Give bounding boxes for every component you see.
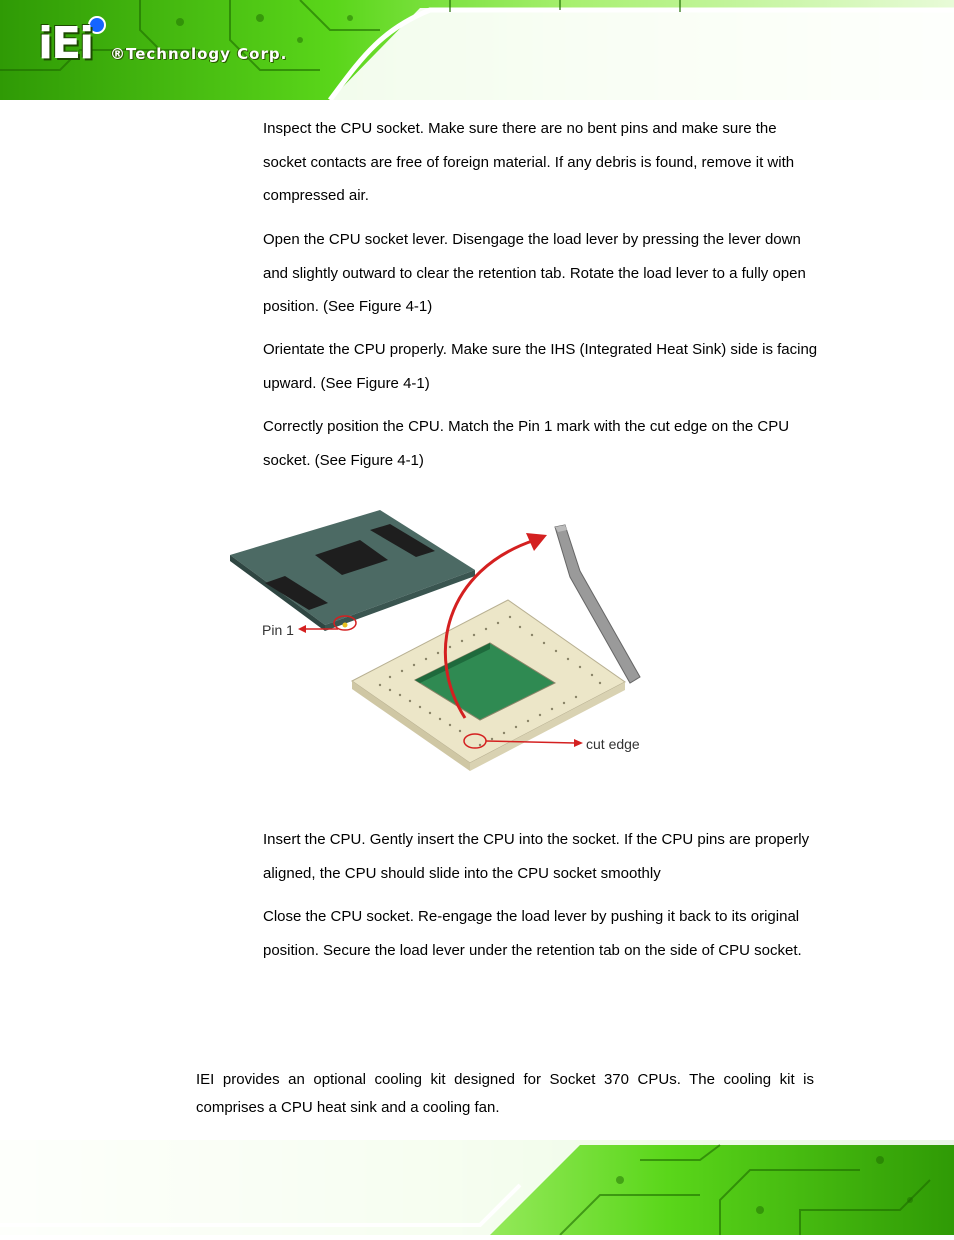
cpu-socket-illustration (220, 505, 660, 775)
step-orientate-cpu: Orientate the CPU properly. Make sure the IHS (Integrated Heat Sink) side is facing upward. (See Figure 4-1) (263, 341, 818, 392)
step-inspect-socket: Inspect the CPU socket. Make sure there are no bent pins and make sure the socket contacts are free of foreign material. If any debris is found, remove it with compressed air. (263, 120, 795, 204)
cpu-socket-figure (220, 505, 660, 775)
page-footer (0, 1140, 954, 1235)
pcb-footer-graphic (0, 1140, 954, 1235)
cut-edge-label: cut edge (586, 736, 640, 752)
step-position-cpu: Correctly position the CPU. Match the Pin 1 mark with the cut edge on the CPU socket. (See Figure 4-1) (263, 418, 790, 469)
page-header (0, 0, 954, 100)
brand-logo: iEi (38, 18, 93, 69)
cooling-kit-paragraph: IEI provides an optional cooling kit designed for Socket 370 CPUs. The cooling kit is comprises a CPU heat sink and a cooling fan. (196, 1071, 814, 1116)
step-insert-cpu: Insert the CPU. Gently insert the CPU into the socket. If the CPU pins are properly aligned, the CPU should slide into the CPU socket smoothly (263, 831, 810, 882)
pin1-label: Pin 1 (262, 622, 294, 638)
step-open-lever: Open the CPU socket lever. Disengage the load lever by pressing the lever down and slightly outward to clear the retention tab. Rotate the load lever to a fully open position. (See Figure 4-1) (263, 231, 806, 315)
step-close-socket: Close the CPU socket. Re-engage the load lever by pushing it back to its original position. Secure the load lever under the retention tab on the side of CPU socket. (263, 908, 802, 959)
brand-tagline: ®Technology Corp. (110, 45, 288, 63)
